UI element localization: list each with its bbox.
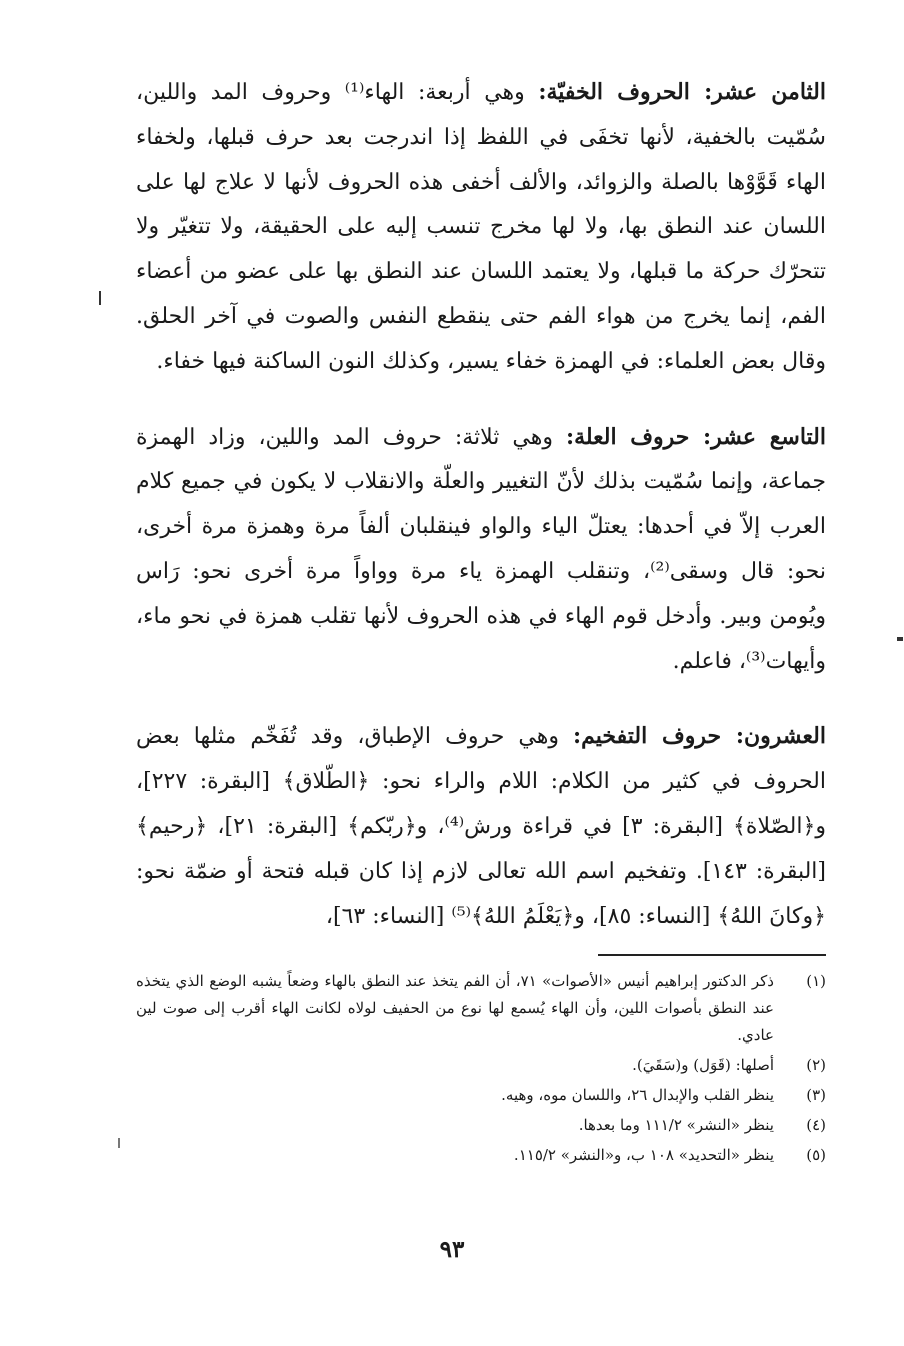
footnote-number: (٢) <box>806 1056 826 1074</box>
footnote-item <box>136 1142 826 1169</box>
page-number: ٩٣ <box>439 1236 465 1263</box>
footnote-number: (٥) <box>806 1146 826 1164</box>
paragraph-text: وهي ثلاثة: حروف المد واللين، وزاد الهمزة جماعة، وإنما سُمّيت بذلك لأنّ التغيير والعلّة والانقلاب لا يكون في جميع كلام العرب إلاّ في أحدها: يعتلّ الياء والواو فينقلبان ألفاً مرة وهمزة مرة أخرى، نحو: قال وسقى⁽²⁾، وتنقلب الهمزة ياء مرة وواواً مرة أخرى نحو: رَاس ويُومن وبير. وأدخل قوم الهاء في هذه الحروف لأنها تقلب همزة في نحو ماء، وأيهات⁽³⁾، فاعلم. <box>136 424 827 674</box>
footnote-number: (١) <box>806 972 826 990</box>
paragraph-nineteenth <box>136 415 826 685</box>
footnote-text: ينظر «التحديد» ١٠٨ ب، و«النشر» ١١٥/٢. <box>513 1146 774 1164</box>
footnote-number: (٤) <box>806 1116 826 1134</box>
scan-speck <box>118 1138 120 1148</box>
footnotes <box>136 968 826 1172</box>
footnote-text: ينظر القلب والإبدال ٢٦، واللسان موه، وهيه. <box>501 1086 774 1104</box>
footnote-text: ذكر الدكتور إبراهيم أنيس «الأصوات» ٧١، أن الفم يتخذ عند النطق بالهاء وضعاً يشبه الوضع الذي يتخذه عند النطق بأصوات اللين، وأن الهاء يُسمع لها نوع من الحفيف لولاه لكانت الهاء أقرب إلى صوت لين عادي. <box>136 972 774 1044</box>
footnote-number: (٣) <box>806 1086 826 1104</box>
footnote-item <box>136 1052 826 1079</box>
scan-speck <box>897 637 903 641</box>
section-heading: التاسع عشر: حروف العلة: <box>565 423 826 450</box>
paragraph-text: وهي أربعة: الهاء⁽¹⁾ وحروف المد واللين، سُمّيت بالخفية، لأنها تخفَى في اللفظ إذا اندرجت بعد حرف قبلها، ولخفاء الهاء قَوَّوْها بالصلة والزوائد، والألف أخفى هذه الحروف لأنها لا علاج لها على اللسان عند النطق بها، ولا لها مخرج تنسب إليه على الحقيقة، ولا تتغيّر ولا تتحرّك حركة ما قبلها، ولا يعتمد اللسان عند النطق بها على عضو من أعضاء الفم، إنما يخرج من هواء الفم حتى ينقطع النفس والصوت في آخر الحلق. وقال بعض العلماء: في الهمزة خفاء يسير، وكذلك النون الساكنة فيها خفاء. <box>136 80 826 374</box>
paragraph-twentieth <box>136 714 826 939</box>
footnote-item <box>136 1112 826 1139</box>
main-text <box>136 70 826 939</box>
footnote-item <box>136 968 826 1049</box>
paragraph-text: وهي حروف الإطباق، وقد تُفَخّم مثلها بعض الحروف في كثير من الكلام: اللام والراء نحو: ﴿الطّلاق﴾ [البقرة: ٢٢٧]، و﴿الصّلاة﴾ [البقرة: ٣] في قراءة ورش⁽⁴⁾، و﴿ربّكم﴾ [البقرة: ٢١]، ﴿رحيم﴾ [البقرة: ١٤٣]. وتفخيم اسم الله تعالى لازم إذا كان قبله فتحة أو ضمّة نحو: ﴿وكانَ اللهُ﴾ [النساء: ٨٥]، و﴿يَعْلَمُ اللهُ﴾⁽⁵⁾ [النساء: ٦٣]، <box>136 724 826 929</box>
section-heading: الثامن عشر: الحروف الخفيّة: <box>538 79 826 105</box>
footnote-text: ينظر «النشر» ١١١/٢ وما بعدها. <box>578 1116 774 1134</box>
scan-speck <box>99 291 101 305</box>
section-heading: العشرون: حروف التفخيم: <box>573 723 826 750</box>
paragraph-eighteenth <box>136 70 826 385</box>
footnote-divider <box>598 954 826 956</box>
footnote-text: أصلها: (قَوَل) و(سَقَيَ). <box>632 1056 774 1074</box>
footnote-item <box>136 1082 826 1109</box>
